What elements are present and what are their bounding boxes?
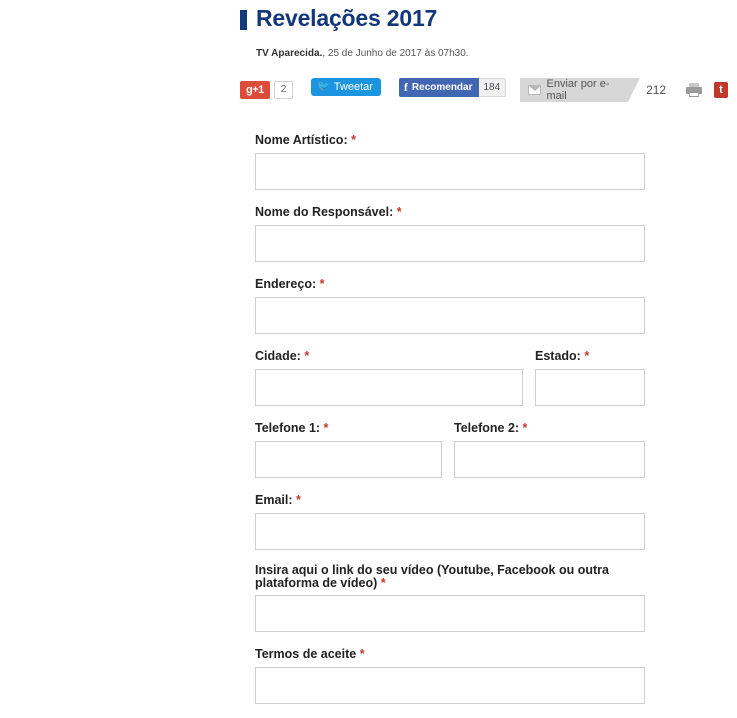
headline-accent-bar <box>240 10 247 30</box>
field-termos-aceite <box>255 646 645 704</box>
field-nome-artistico <box>255 132 645 190</box>
label-nome-responsavel: Nome do Responsável: * <box>255 205 402 219</box>
share-bar <box>240 78 728 102</box>
required-marker: * <box>359 647 365 661</box>
twitter-bird-icon: 🐦 <box>317 81 330 92</box>
byline-source: TV Aparecida. <box>256 48 323 59</box>
field-nome-responsavel <box>255 204 645 262</box>
required-marker: * <box>304 349 310 363</box>
label-telefone-2: Telefone 2: * <box>454 421 528 435</box>
required-marker: * <box>522 421 528 435</box>
input-termos-aceite[interactable] <box>255 667 645 704</box>
label-endereco: Endereço: * <box>255 277 325 291</box>
email-block-tail <box>628 78 640 102</box>
google-plus-button[interactable] <box>240 81 270 99</box>
required-marker: * <box>351 133 356 147</box>
registration-form <box>255 132 645 718</box>
label-cidade: Cidade: * <box>255 349 310 363</box>
required-marker: * <box>319 277 325 291</box>
field-telefone-2 <box>454 420 645 478</box>
tumblr-icon[interactable]: t <box>714 82 728 98</box>
required-marker: * <box>380 576 386 590</box>
input-nome-responsavel[interactable] <box>255 225 645 262</box>
page-title: Revelações 2017 <box>256 5 438 31</box>
byline <box>240 47 700 61</box>
input-estado[interactable] <box>535 369 645 406</box>
view-count: 212 <box>646 83 667 97</box>
facebook-recommend-button[interactable] <box>399 78 479 97</box>
facebook-label: Recomendar <box>411 82 473 93</box>
label-link-video: Insira aqui o link do seu vídeo (Youtube, Facebook ou outra plataforma de vídeo) * <box>255 563 609 590</box>
label-termos-aceite: Termos de aceite * <box>255 647 365 661</box>
required-marker: * <box>296 493 301 507</box>
input-email[interactable] <box>255 513 645 550</box>
input-link-video[interactable] <box>255 595 645 632</box>
input-endereco[interactable] <box>255 297 645 334</box>
byline-date: , 25 de Junho de 2017 às 07h30. <box>322 48 469 59</box>
google-plus-count: 2 <box>274 81 294 99</box>
input-nome-artistico[interactable] <box>255 153 645 190</box>
row-telefones <box>255 420 645 478</box>
input-telefone-1[interactable] <box>255 441 442 478</box>
facebook-share[interactable] <box>399 78 506 97</box>
facebook-count: 184 <box>479 78 507 97</box>
input-cidade[interactable] <box>255 369 523 406</box>
field-telefone-1 <box>255 420 442 478</box>
email-share-button[interactable] <box>520 78 628 102</box>
required-marker: * <box>323 421 329 435</box>
required-marker: * <box>584 349 590 363</box>
headline-row <box>240 4 700 32</box>
field-estado <box>535 348 645 406</box>
input-telefone-2[interactable] <box>454 441 645 478</box>
label-email: Email: * <box>255 493 301 507</box>
google-plus-icon: g+1 <box>246 84 264 96</box>
field-link-video <box>255 564 645 632</box>
label-telefone-1: Telefone 1: * <box>255 421 329 435</box>
email-share-label: Enviar por e-mail <box>546 78 610 102</box>
label-estado: Estado: * <box>535 349 590 363</box>
field-cidade <box>255 348 523 406</box>
article-content <box>240 0 700 61</box>
google-plus-share[interactable] <box>240 78 293 102</box>
printer-icon[interactable] <box>686 83 700 97</box>
envelope-icon <box>528 85 540 95</box>
twitter-label: Tweetar <box>333 81 373 93</box>
field-email <box>255 492 645 550</box>
field-endereco <box>255 276 645 334</box>
twitter-share-button[interactable] <box>311 78 381 96</box>
required-marker: * <box>396 205 402 219</box>
label-nome-artistico: Nome Artístico: * <box>255 133 356 147</box>
left-gutter <box>0 0 232 624</box>
facebook-icon: f <box>403 80 408 94</box>
row-cidade-estado <box>255 348 645 406</box>
